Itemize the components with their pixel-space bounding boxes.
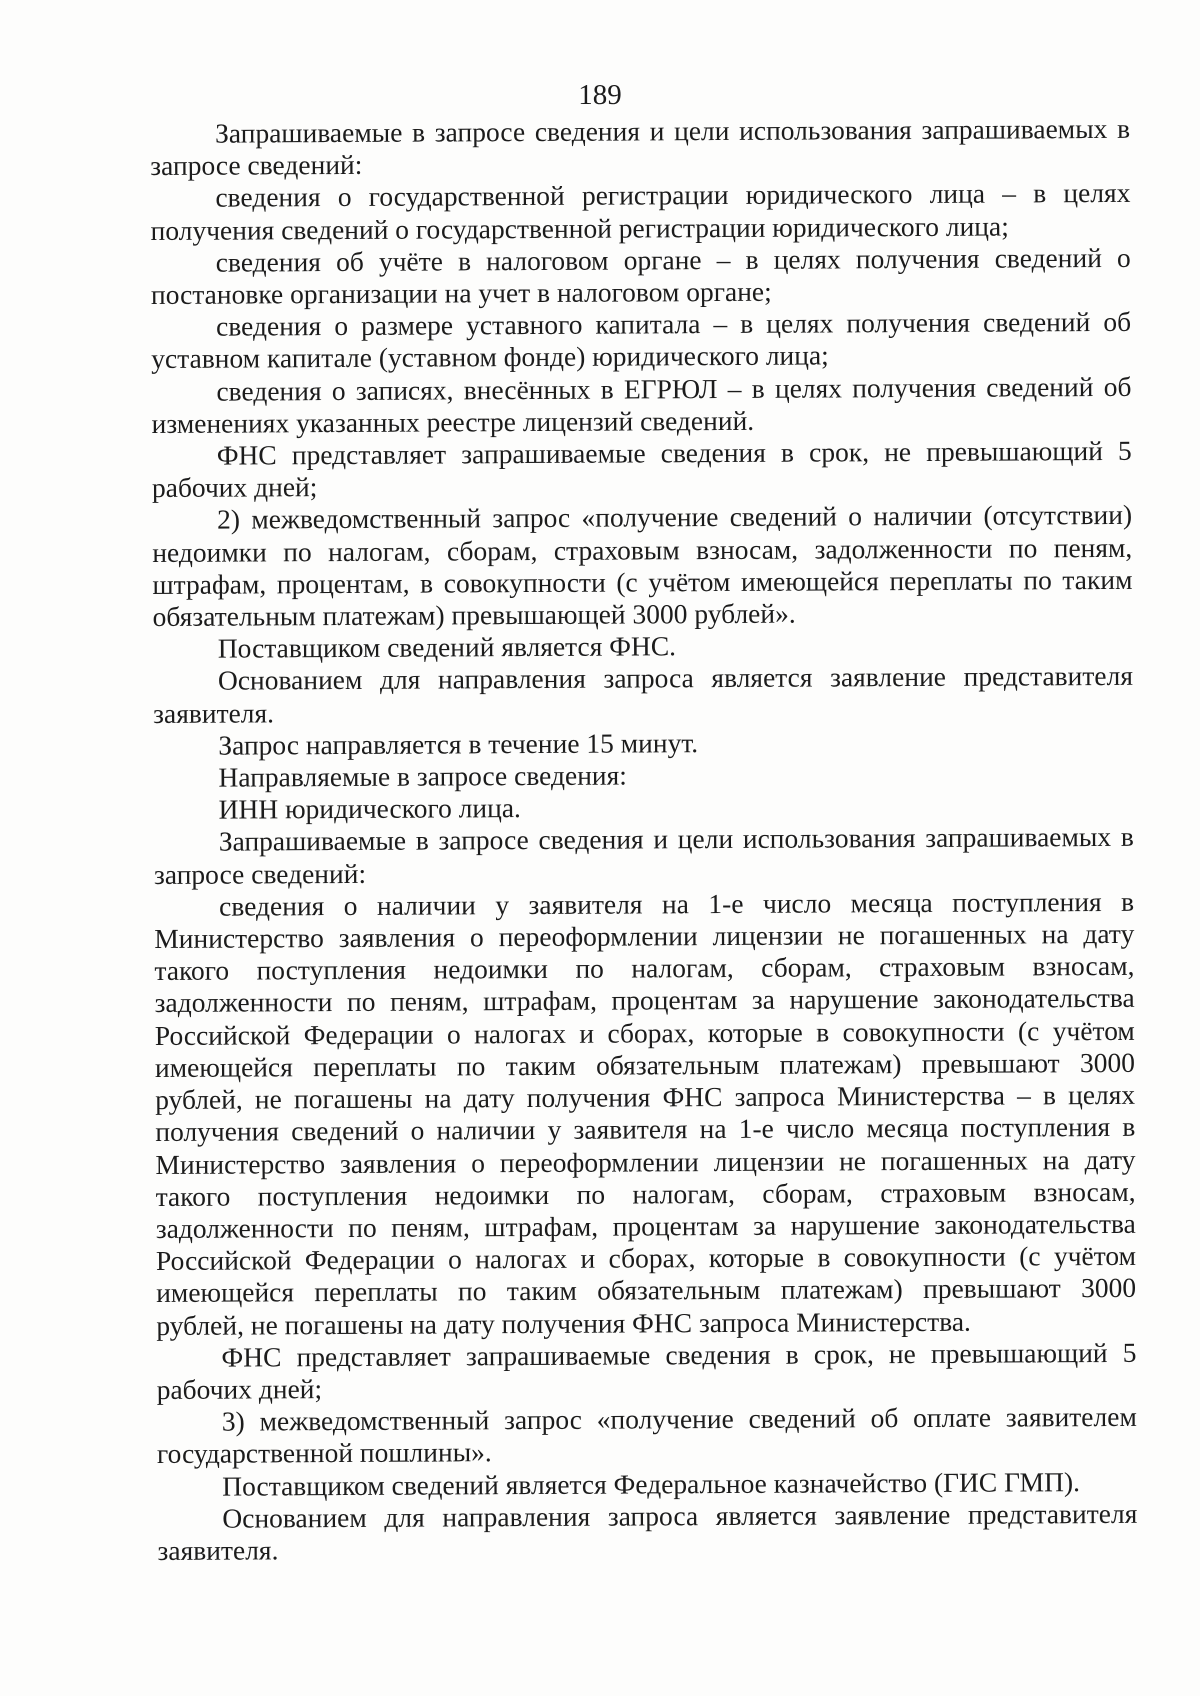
paragraph: Поставщиком сведений является ФНС. [217,630,677,664]
paragraph: 2) межведомственный запрос «получение сведений о наличии (отсутствии) недоимки по налогам, сборам, страховым взносам, задолженности по пеням, штрафам, процентам, в совокупности (с учётом имеющейся переплаты по таким обязательным платежам) превышающей 3000 рублей». [152,499,1133,633]
paragraph: сведения о государственной регистрации юридического лица – в целях получения сведений о государственной регистрации юридического лица; [150,177,1131,246]
paragraph: Запрашиваемые в запросе сведения и цели использования запрашиваемых в запросе сведений: [153,821,1134,890]
paragraph: Запрашиваемые в запросе сведения и цели использования запрашиваемых в запросе сведений: [150,112,1131,182]
paragraph: ФНС представляет запрашиваемые сведения в срок, не превышающий 5 рабочих дней; [151,434,1132,504]
paragraph: Направляемые в запросе сведения: [218,759,627,793]
paragraph: сведения о размере уставного капитала – в целях получения сведений об уставном капитале (уставном фонде) юридического лица; [151,306,1132,375]
paragraph: ФНС представляет запрашиваемые сведения в срок, не превышающий 5 рабочих дней; [156,1336,1137,1405]
paragraph: сведения о наличии у заявителя на 1-е число месяца поступления в Министерство заявления о переоформлении лицензии не погашенных на дату такого поступления недоимки по налогам, сборам, страховым взносам, задолженности по пеням, штрафам, процентам за нарушение законодательства Российской Федерации о налогах и сборах, которые в совокупности (с учётом имеющейся переплаты по таким обязательным платежам) превышают 3000 рублей, не погашены на дату получения ФНС запроса Министерства – в целях получения сведений о наличии у заявителя на 1-е число месяца поступления в Министерство заявления о переоформлении лицензии не погашенных на дату такого поступления недоимки по налогам, сборам, страховым взносам, задолженности по пеням, штрафам, процентам за нарушение законодательства Российской Федерации о налогах и сборах, которые в совокупности (с учётом имеющейся переплаты по таким обязательным платежам) превышают 3000 рублей, не погашены на дату получения ФНС запроса Министерства. [154,885,1137,1341]
paragraph: Запрос направляется в течение 15 минут. [218,726,699,761]
paragraph: Основанием для направления запроса является заявление представителя заявителя. [153,660,1134,729]
paragraph: сведения о записях, внесённых в ЕГРЮЛ – в целях получения сведений об изменениях указанных реестре лицензий сведений. [151,370,1132,439]
paragraph: 3) межведомственный запрос «получение сведений об оплате заявителем государственной пошлины». [156,1400,1137,1470]
paragraph: Основанием для направления запроса является заявление представителя заявителя. [157,1497,1138,1566]
document-body [150,113,1138,1567]
page-number: 189 [578,79,622,111]
paragraph: Поставщиком сведений является Федеральное казначейство (ГИС ГМП). [222,1465,1081,1502]
paragraph: сведения об учёте в налоговом органе – в целях получения сведений о постановке организации на учет в налоговом органе; [150,241,1131,311]
paragraph: ИНН юридического лица. [218,792,521,825]
